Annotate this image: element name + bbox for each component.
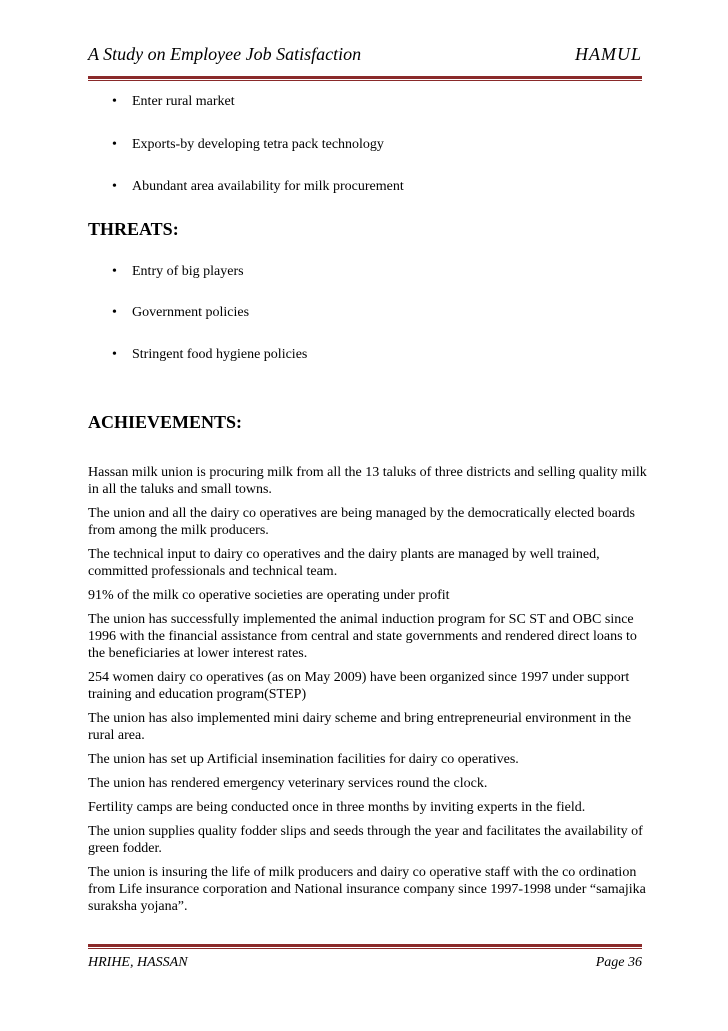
achievement-paragraph: The union has successfully implemented the animal induction program for SC ST and OBC since 1996 with the financial assistance from central and state governments and rendered direct loans to the beneficiaries at lower interest rates. xyxy=(88,612,637,661)
page-header xyxy=(88,44,642,72)
achievement-paragraph: The union has rendered emergency veterinary services round the clock. xyxy=(88,776,488,791)
bullet-icon: • xyxy=(112,179,117,194)
achievement-paragraph: Hassan milk union is procuring milk from all the 13 taluks of three districts and selling quality milk in all the taluks and small towns. xyxy=(88,465,647,497)
achievement-paragraph: The union has set up Artificial insemination facilities for dairy co operatives. xyxy=(88,752,519,767)
achievement-paragraph: The union and all the dairy co operatives are being managed by the democratically elected boards from among the milk producers. xyxy=(88,506,635,538)
achievement-paragraph: The union supplies quality fodder slips and seeds through the year and facilitates the availability of green fodder. xyxy=(88,824,643,856)
achievement-paragraph: The technical input to dairy co operatives and the dairy plants are managed by well trained, committed professionals and technical team. xyxy=(88,547,600,579)
bullet-icon: • xyxy=(112,94,117,109)
footer-divider xyxy=(88,944,642,949)
achievements-heading: ACHIEVEMENTS: xyxy=(88,412,243,432)
threats-heading: THREATS: xyxy=(88,219,179,239)
header-divider xyxy=(88,76,642,81)
achievement-paragraph: Fertility camps are being conducted once in three months by inviting experts in the field. xyxy=(88,800,586,815)
bullet-icon: • xyxy=(112,347,117,362)
bullet-icon: • xyxy=(112,264,117,279)
document-title: A Study on Employee Job Satisfaction xyxy=(88,44,362,64)
achievement-paragraph: 254 women dairy co operatives (as on May 2009) have been organized since 1997 under support training and education program(STEP) xyxy=(88,670,630,702)
bullet-icon: • xyxy=(112,305,117,320)
achievement-paragraph: The union has also implemented mini dairy scheme and bring entrepreneurial environment in the rural area. xyxy=(88,711,632,743)
page-number: Page 36 xyxy=(595,955,642,970)
achievement-paragraph: The union is insuring the life of milk producers and dairy co operative staff with the co ordination from Life insurance corporation and National insurance company since 1997-1998 under “samajika suraksha yojana”. xyxy=(88,865,646,914)
bullet-icon: • xyxy=(112,137,117,152)
institution-name: HRIHE, HASSAN xyxy=(88,955,188,970)
achievement-paragraph: 91% of the milk co operative societies are operating under profit xyxy=(88,588,450,603)
organization-name: HAMUL xyxy=(575,44,642,64)
